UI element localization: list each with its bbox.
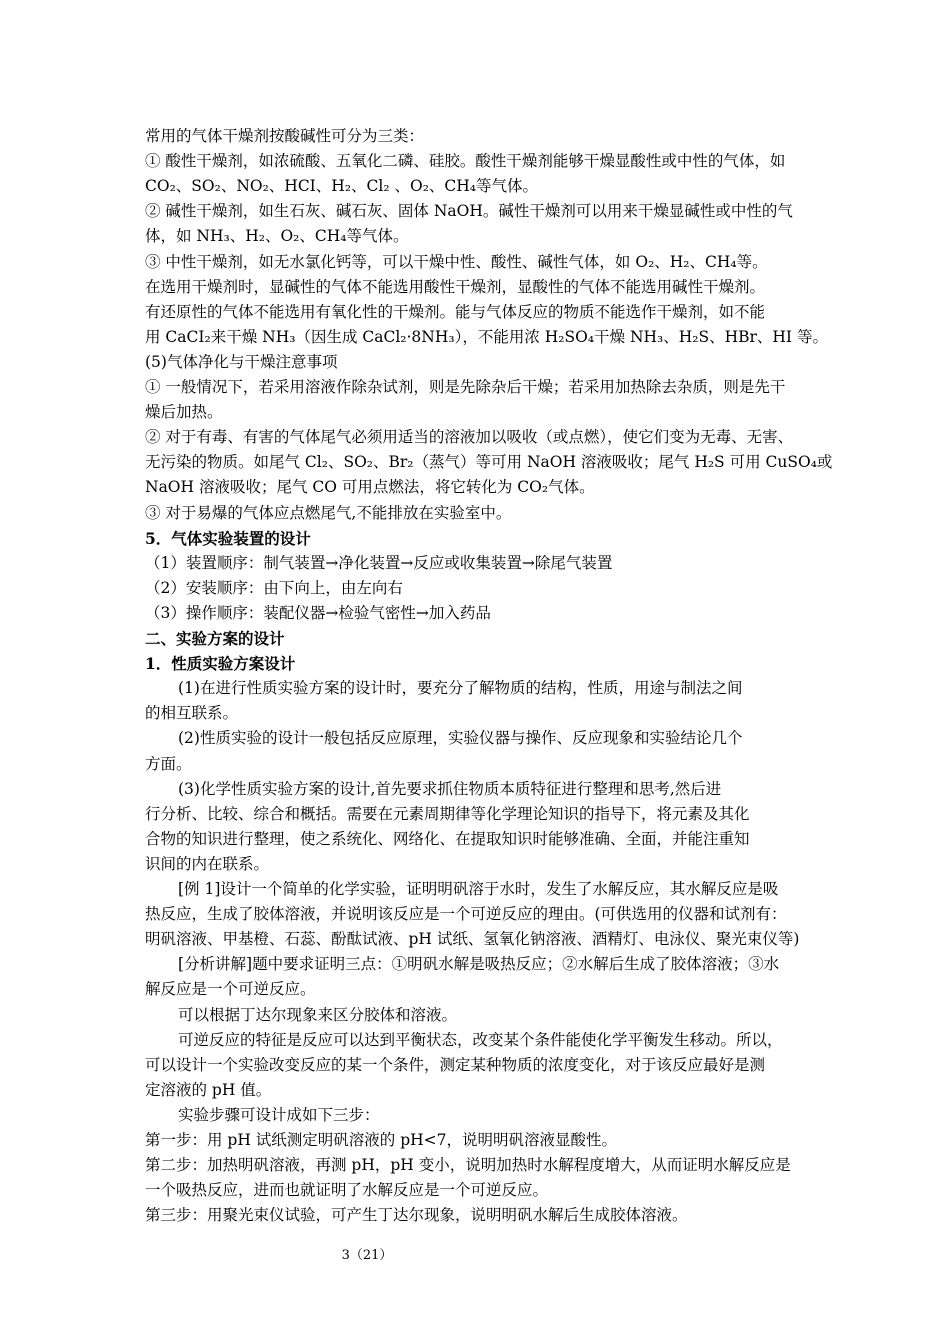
text-line: 第三步：用聚光束仪试验，可产生丁达尔现象，说明明矾水解后生成胶体溶液。 <box>145 1206 688 1225</box>
text-line: （2）安装顺序：由下向上，由左向右 <box>145 578 403 597</box>
text-line: （3）操作顺序：装配仪器→检验气密性→加入药品 <box>145 603 491 622</box>
text-line: 无污染的物质。如尾气 Cl₂、SO₂、Br₂（蒸气）等可用 NaOH 溶液吸收；尾气 H₂S 可用 CuSO₄或 <box>145 453 833 472</box>
text-line: 定溶液的 pH 值。 <box>145 1080 272 1099</box>
text-line: ① 酸性干燥剂，如浓硫酸、五氧化二磷、硅胶。酸性干燥剂能够干燥显酸性或中性的气体，如 <box>145 152 786 171</box>
text-line: (5)气体净化与干燥注意事项 <box>145 352 338 371</box>
text-line: 可以根据丁达尔现象来区分胶体和溶液。 <box>178 1005 458 1024</box>
text-line: 方面。 <box>145 754 192 773</box>
text-line: 常用的气体干燥剂按酸碱性可分为三类： <box>145 127 425 145</box>
text-line: [例 1]设计一个简单的化学实验，证明明矾溶于水时，发生了水解反应，其水解反应是吸 <box>178 880 779 898</box>
text-line: 可以设计一个实验改变反应的某一个条件，测定某种物质的浓度变化，对于该反应最好是测 <box>145 1055 766 1074</box>
text-line: 识间的内在联系。 <box>145 854 270 873</box>
text-line: 第二步：加热明矾溶液，再测 pH，pH 变小，说明加热时水解程度增大，从而证明水解反应是 <box>145 1156 791 1175</box>
text-line: 一个吸热反应，进而也就证明了水解反应是一个可逆反应。 <box>145 1181 549 1200</box>
text-line: ① 一般情况下，若采用溶液作除杂试剂，则是先除杂后干燥；若采用加热除去杂质，则是先干 <box>145 378 786 396</box>
text-line: ③ 对于易爆的气体应点燃尾气,不能排放在实验室中。 <box>145 503 512 522</box>
text-line: ② 对于有毒、有害的气体尾气必须用适当的溶液加以吸收（或点燃），使它们变为无毒、无害、 <box>145 428 794 447</box>
section-heading: 5．气体实验装置的设计 <box>145 528 311 548</box>
page-number: 3（21） <box>341 1248 393 1263</box>
page-footer <box>0 1246 950 1266</box>
text-line: (3)化学性质实验方案的设计,首先要求抓住物质本质特征进行整理和思考,然后进 <box>178 779 722 798</box>
text-line: （1）装置顺序：制气装置→净化装置→反应或收集装置→除尾气装置 <box>145 553 613 572</box>
text-line: 解反应是一个可逆反应。 <box>145 980 316 999</box>
text-line: 明矾溶液、甲基橙、石蕊、酚酞试液、pH 试纸、氢氧化钠溶液、酒精灯、电泳仪、聚光束仪等) <box>145 930 800 949</box>
text-line: 实验步骤可设计成如下三步： <box>178 1105 380 1124</box>
text-line: 合物的知识进行整理，使之系统化、网络化、在提取知识时能够准确、全面，并能注重知 <box>145 829 750 848</box>
text-line: (2)性质实验的设计一般包括反应原理，实验仪器与操作、反应现象和实验结论几个 <box>178 729 743 748</box>
section-heading: 二、实验方案的设计 <box>145 629 285 648</box>
text-line: 行分析、比较、综合和概括。需要在元素周期律等化学理论知识的指导下，将元素及其化 <box>145 804 750 823</box>
section-heading: 1．性质实验方案设计 <box>145 654 296 674</box>
text-line: ② 碱性干燥剂，如生石灰、碱石灰、固体 NaOH。碱性干燥剂可以用来干燥显碱性或中性的气 <box>145 202 793 221</box>
text-line: 体，如 NH₃、H₂、O₂、CH₄等气体。 <box>145 227 409 246</box>
text-line: CO₂、SO₂、NO₂、HCI、H₂、Cl₂ 、O₂、CH₄等气体。 <box>145 177 539 196</box>
text-line: 第一步：用 pH 试纸测定明矾溶液的 pH<7，说明明矾溶液显酸性。 <box>145 1131 618 1149</box>
text-line: 的相互联系。 <box>145 704 239 723</box>
text-line: 可逆反应的特征是反应可以达到平衡状态，改变某个条件能使化学平衡发生移动。所以， <box>178 1030 783 1049</box>
text-line: 热反应，生成了胶体溶液，并说明该反应是一个可逆反应的理由。(可供选用的仪器和试剂有： <box>145 905 787 924</box>
text-line: (1)在进行性质实验方案的设计时，要充分了解物质的结构，性质，用途与制法之间 <box>178 679 743 698</box>
text-line: 在选用干燥剂时，显碱性的气体不能选用酸性干燥剂，显酸性的气体不能选用碱性干燥剂。 <box>145 277 766 296</box>
text-line: 有还原性的气体不能选用有氧化性的干燥剂。能与气体反应的物质不能选作干燥剂，如不能 <box>145 302 766 321</box>
text-line: ③ 中性干燥剂，如无水氯化钙等，可以干燥中性、酸性、碱性气体，如 O₂、H₂、CH₄等。 <box>145 252 768 271</box>
text-line: [分析讲解]题中要求证明三点：①明矾水解是吸热反应；②水解后生成了胶体溶液；③水 <box>178 955 780 974</box>
text-line: 用 CaCI₂来干燥 NH₃（因生成 CaCl₂·8NH₃），不能用浓 H₂SO₄干燥 NH₃、H₂S、HBr、HI 等。 <box>145 327 828 346</box>
text-line: NaOH 溶液吸收；尾气 CO 可用点燃法，将它转化为 CO₂气体。 <box>145 478 595 497</box>
text-line: 燥后加热。 <box>145 403 223 422</box>
